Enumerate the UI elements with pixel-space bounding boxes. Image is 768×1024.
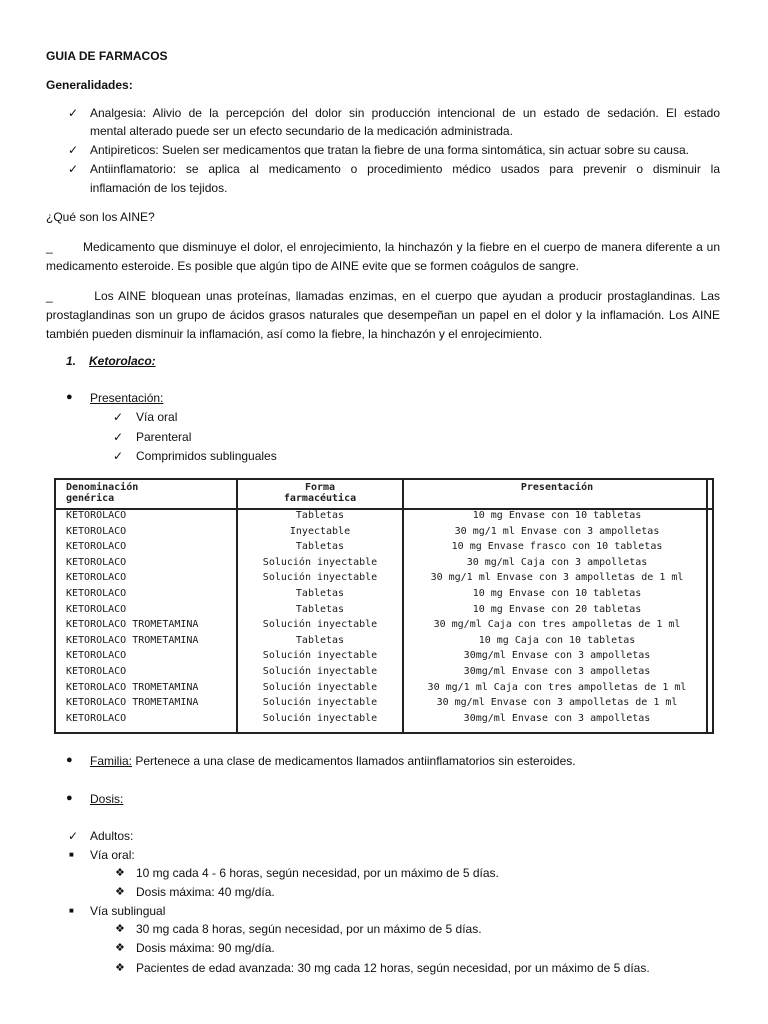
familia-line [90,754,576,768]
cell-forma: Tabletas [295,510,345,521]
cell-presentacion: 30mg/ml Envase con 3 ampolletas [463,712,651,724]
square-bullet-icon: ■ [69,850,74,859]
cell-forma: Tabletas [295,603,345,615]
cell-presentacion: 10 mg Envase frasco con 10 tabletas [451,541,663,553]
dose-item: 30 mg cada 8 horas, según necesidad, por un máximo de 5 días. [136,922,482,936]
table-row [56,697,712,713]
table-row [56,666,712,682]
cell-presentacion: 30 mg/1 ml Envase con 3 ampolletas de 1 ml [430,572,684,584]
cell-denominacion: KETOROLACO [66,510,127,521]
cell-forma: Solución inyectable [262,681,378,693]
que-son-aine-heading: ¿Qué son los AINE? [46,210,155,224]
cell-denominacion: KETOROLACO TROMETAMINA [66,697,199,709]
table-row [56,588,712,604]
cell-presentacion: 10 mg Envase con 10 tabletas [472,510,642,521]
cell-denominacion: KETOROLACO [66,712,127,724]
cell-presentacion: 30mg/ml Envase con 3 ampolletas [463,650,651,662]
presentacion-item: Parenteral [136,430,192,444]
cell-forma: Solución inyectable [262,572,378,584]
adultos-label: Adultos: [90,829,134,843]
cell-denominacion: KETOROLACO TROMETAMINA [66,681,199,693]
cell-forma: Solución inyectable [262,619,378,631]
cell-forma: Solución inyectable [262,712,378,724]
checkmark-icon: ✓ [68,143,79,157]
cell-denominacion: KETOROLACO [66,603,127,615]
generalidad-1-line2: mental alterado puede ser un efecto secundario de la medicación administrada. [90,124,513,138]
cell-forma: Inyectable [289,525,351,537]
diamond-bullet-icon: ❖ [115,886,125,898]
table-row [56,619,712,635]
drug-name-heading: Ketorolaco: [89,354,156,368]
diamond-bullet-icon: ❖ [115,942,125,954]
table-row [56,526,712,542]
cell-forma: Solución inyectable [262,666,378,677]
generalidad-1-line1: Analgesia: Alivio de la percepción del dolor sin producción intencional de un estado de sedación. El estado [90,106,720,120]
column-header-denominacion: Denominación genérica [66,482,139,504]
cell-denominacion: KETOROLACO [66,666,127,677]
familia-label: Familia: [90,754,133,768]
table-row [56,713,712,729]
paragraph-aine-1: _ Medicamento que disminuye el dolor, el enrojecimiento, la hinchazón y la fiebre en el cuerpo de manera diferente a un medicamento esteroide. Es posible que algún tipo de AINE evite que se formen coágulos de sangre. [46,240,724,273]
cell-presentacion: 10 mg Envase con 10 tabletas [472,588,642,599]
cell-presentacion: 30 mg/1 ml Envase con 3 ampolletas [454,525,660,537]
checkmark-icon: ✓ [113,430,124,444]
table-row [56,557,712,573]
column-header-presentacion: Presentación [520,482,594,493]
bullet-icon: ● [66,754,73,766]
cell-denominacion: KETOROLACO [66,541,127,553]
checkmark-icon: ✓ [68,829,79,843]
table-row [56,650,712,666]
cell-forma: Tabletas [295,634,345,646]
table-row [56,541,712,557]
cell-forma: Solución inyectable [262,556,378,568]
cell-presentacion: 30 mg/ml Caja con tres ampolletas de 1 ml [433,619,681,631]
generalidades-heading: Generalidades: [46,78,133,92]
table-row [56,510,712,526]
document-title: GUIA DE FARMACOS [46,49,168,63]
checkmark-icon: ✓ [68,106,79,120]
generalidad-2-line1: Antipireticos: Suelen ser medicamentos que tratan la fiebre de una forma sintomática, sin actuar sobre su causa. [90,143,689,157]
cell-denominacion: KETOROLACO [66,525,127,537]
bullet-icon: ● [66,391,73,403]
via-oral-label: Vía oral: [90,848,135,862]
cell-forma: Solución inyectable [262,697,378,709]
cell-presentacion: 10 mg Envase con 20 tabletas [472,603,642,615]
dose-item: Dosis máxima: 40 mg/día. [136,885,275,899]
cell-presentacion: 30mg/ml Envase con 3 ampolletas [463,666,651,677]
cell-denominacion: KETOROLACO [66,650,127,662]
ketorolaco-table [54,478,714,734]
table-row [56,635,712,651]
checkmark-icon: ✓ [113,449,124,463]
cell-denominacion: KETOROLACO [66,556,127,568]
cell-denominacion: KETOROLACO [66,588,127,599]
dose-item: Dosis máxima: 90 mg/día. [136,941,275,955]
dosis-label: Dosis: [90,792,124,806]
table-row [56,682,712,698]
paragraph-aine-2: _ Los AINE bloquean unas proteínas, llamadas enzimas, en el cuerpo que ayudan a producir prostaglandinas. Las prostaglandinas son un grupo de ácidos grasos naturales que desempeñan un papel en el dolor y la inflamación. Los AINE también pueden disminuir la inflamación, así como la fiebre, la hinchazón y el enrojecimiento. [46,289,724,341]
cell-forma: Tabletas [295,541,345,553]
checkmark-icon: ✓ [68,162,79,176]
cell-denominacion: KETOROLACO TROMETAMINA [66,634,199,646]
familia-text: Pertenece a una clase de medicamentos llamados antiinflamatorios sin esteroides. [132,754,576,768]
diamond-bullet-icon: ❖ [115,923,125,935]
via-sublingual-label: Vía sublingual [90,904,166,918]
diamond-bullet-icon: ❖ [115,867,125,879]
cell-presentacion: 30 mg/ml Envase con 3 ampolletas de 1 ml [436,697,678,709]
diamond-bullet-icon: ❖ [115,962,125,974]
generalidad-3-line2: inflamación de los tejidos. [90,181,228,195]
bullet-icon: ● [66,792,73,804]
cell-presentacion: 30 mg/1 ml Caja con tres ampolletas de 1 ml [427,681,687,693]
generalidad-3-line1: Antiinflamatorio: se aplica al medicamento o procedimiento médico usados para prevenir o disminuir la [90,162,720,176]
dose-item: 10 mg cada 4 - 6 horas, según necesidad, por un máximo de 5 días. [136,866,499,880]
cell-forma: Tabletas [295,588,345,599]
cell-presentacion: 10 mg Caja con 10 tabletas [478,634,636,646]
cell-denominacion: KETOROLACO [66,572,127,584]
presentacion-item: Vía oral [136,410,178,424]
presentacion-label: Presentación: [90,391,164,405]
table-row [56,604,712,620]
table-header [56,480,712,510]
presentacion-item: Comprimidos sublinguales [136,449,277,463]
cell-denominacion: KETOROLACO TROMETAMINA [66,619,199,631]
column-header-forma: Forma farmacéutica [283,482,357,504]
cell-presentacion: 30 mg/ml Caja con 3 ampolletas [466,556,648,568]
table-row [56,572,712,588]
dose-item: Pacientes de edad avanzada: 30 mg cada 12 horas, según necesidad, por un máximo de 5 días. [136,961,650,975]
cell-forma: Solución inyectable [262,650,378,662]
checkmark-icon: ✓ [113,410,124,424]
drug-number: 1. [66,354,77,368]
square-bullet-icon: ■ [69,906,74,915]
